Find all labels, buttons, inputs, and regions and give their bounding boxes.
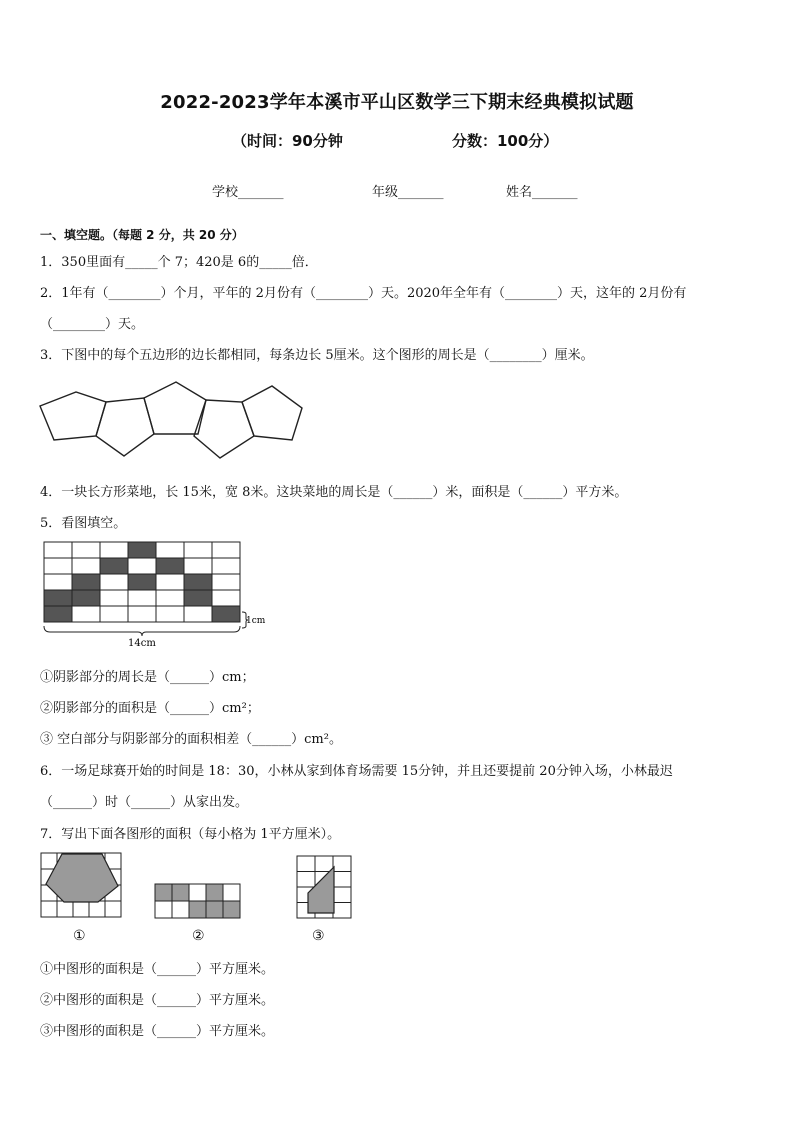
question-6-line-2: （______）时（______）从家出发。 <box>40 795 249 810</box>
area-figure-2 <box>154 883 242 919</box>
grid-cell <box>189 884 206 901</box>
grid-cell <box>57 901 73 917</box>
shaded-cell <box>184 590 212 606</box>
grid-cell <box>100 590 128 606</box>
area-figure-3 <box>296 855 354 919</box>
exam-score: 分数：100分） <box>452 132 559 150</box>
grid-cell <box>44 558 72 574</box>
grid-cell <box>41 853 57 869</box>
question-7a: ①中图形的面积是（______）平方厘米。 <box>40 962 275 977</box>
grid-cell <box>44 542 72 558</box>
grid-cell <box>297 872 315 888</box>
grade-field: 年级_______ <box>372 185 444 200</box>
question-7b: ②中图形的面积是（______）平方厘米。 <box>40 993 275 1008</box>
grid-cell <box>72 606 100 622</box>
question-2-line-2: （________）天。 <box>40 317 145 332</box>
shaded-cell <box>72 574 100 590</box>
shaded-cell <box>128 574 156 590</box>
grid-cell <box>89 901 105 917</box>
school-field: 学校_______ <box>212 185 284 200</box>
grid-cell <box>315 856 333 872</box>
width-label: 14cm <box>128 638 156 649</box>
grid-cell <box>100 606 128 622</box>
question-3: 3．下图中的每个五边形的边长都相同，每条边长 5厘米。这个图形的周长是（________）厘米。 <box>40 348 594 363</box>
shaded-cell <box>155 884 172 901</box>
grid-cell <box>184 558 212 574</box>
grid-cell <box>223 884 240 901</box>
shaded-cell <box>44 606 72 622</box>
question-1: 1．350里面有_____个 7；420是 6的_____倍． <box>40 255 318 270</box>
figure-1-label: ① <box>73 928 86 944</box>
grid-cell <box>105 901 121 917</box>
figure-2-label: ② <box>192 928 205 944</box>
shaded-cell <box>223 901 240 918</box>
grid-cell <box>333 872 351 888</box>
grid-cell <box>100 542 128 558</box>
shaded-cell <box>44 590 72 606</box>
shaded-cell <box>189 901 206 918</box>
pentagon-1 <box>40 392 106 440</box>
shaded-cell <box>100 558 128 574</box>
question-7: 7．写出下面各图形的面积（每小格为 1平方厘米）。 <box>40 827 341 842</box>
shaded-grid-figure <box>40 540 280 650</box>
grid-cell <box>333 903 351 919</box>
grid-cell <box>41 901 57 917</box>
grid-cell <box>44 574 72 590</box>
question-7c: ③中图形的面积是（______）平方厘米。 <box>40 1024 275 1039</box>
grid-cell <box>184 606 212 622</box>
grid-cell <box>156 542 184 558</box>
height-label: 1cm <box>246 616 266 626</box>
pentagon-chain-figure <box>36 378 308 462</box>
question-2-line-1: 2．1年有（________）个月，平年的 2月份有（________）天。2020年全年有（________）天，这年的 2月份有 <box>40 286 687 301</box>
grid-cell <box>72 542 100 558</box>
pentagon-5 <box>242 386 302 440</box>
question-5b: ②阴影部分的面积是（______）cm²； <box>40 701 260 716</box>
grid-cell <box>212 590 240 606</box>
pentagon-2 <box>96 398 154 456</box>
page-title: 2022-2023学年本溪市平山区数学三下期末经典模拟试题 <box>160 92 634 113</box>
section-heading: 一、填空题。（每题 2 分，共 20 分） <box>40 228 244 242</box>
figure-3-label: ③ <box>312 928 325 944</box>
grid-cell <box>333 856 351 872</box>
question-5: 5．看图填空。 <box>40 516 127 531</box>
shaded-cell <box>206 884 223 901</box>
grid-cell <box>333 887 351 903</box>
shaded-cell <box>184 574 212 590</box>
grid-cell <box>212 542 240 558</box>
grid-cell <box>73 901 89 917</box>
grid-cell <box>156 590 184 606</box>
grid-cell <box>128 590 156 606</box>
question-5a: ①阴影部分的周长是（______）cm； <box>40 670 255 685</box>
grid-cell <box>156 606 184 622</box>
grid-cell <box>128 558 156 574</box>
shaded-cell <box>206 901 223 918</box>
shaded-cell <box>128 542 156 558</box>
grid-cell <box>72 558 100 574</box>
shaded-cell <box>212 606 240 622</box>
grid-cell <box>297 856 315 872</box>
grid-cell <box>184 542 212 558</box>
grid-cell <box>172 901 189 918</box>
grid-cell <box>212 574 240 590</box>
grid-cell <box>155 901 172 918</box>
name-field: 姓名_______ <box>506 185 578 200</box>
question-6-line-1: 6．一场足球赛开始的时间是 18：30，小林从家到体育场需要 15分钟，并且还要提前 20分钟入场，小林最迟 <box>40 764 673 779</box>
area-figure-1 <box>40 852 122 918</box>
exam-time: （时间：90分钟 <box>232 132 343 150</box>
grid-cell <box>156 574 184 590</box>
question-5c: ③ 空白部分与阴影部分的面积相差（______）cm²。 <box>40 732 342 747</box>
grid-cell <box>212 558 240 574</box>
grid-cell <box>100 574 128 590</box>
shaded-cell <box>156 558 184 574</box>
grid-cell <box>128 606 156 622</box>
shaded-cell <box>172 884 189 901</box>
shaded-cell <box>72 590 100 606</box>
question-4: 4．一块长方形菜地，长 15米，宽 8米。这块菜地的周长是（______）米，面积是（______）平方米。 <box>40 485 628 500</box>
